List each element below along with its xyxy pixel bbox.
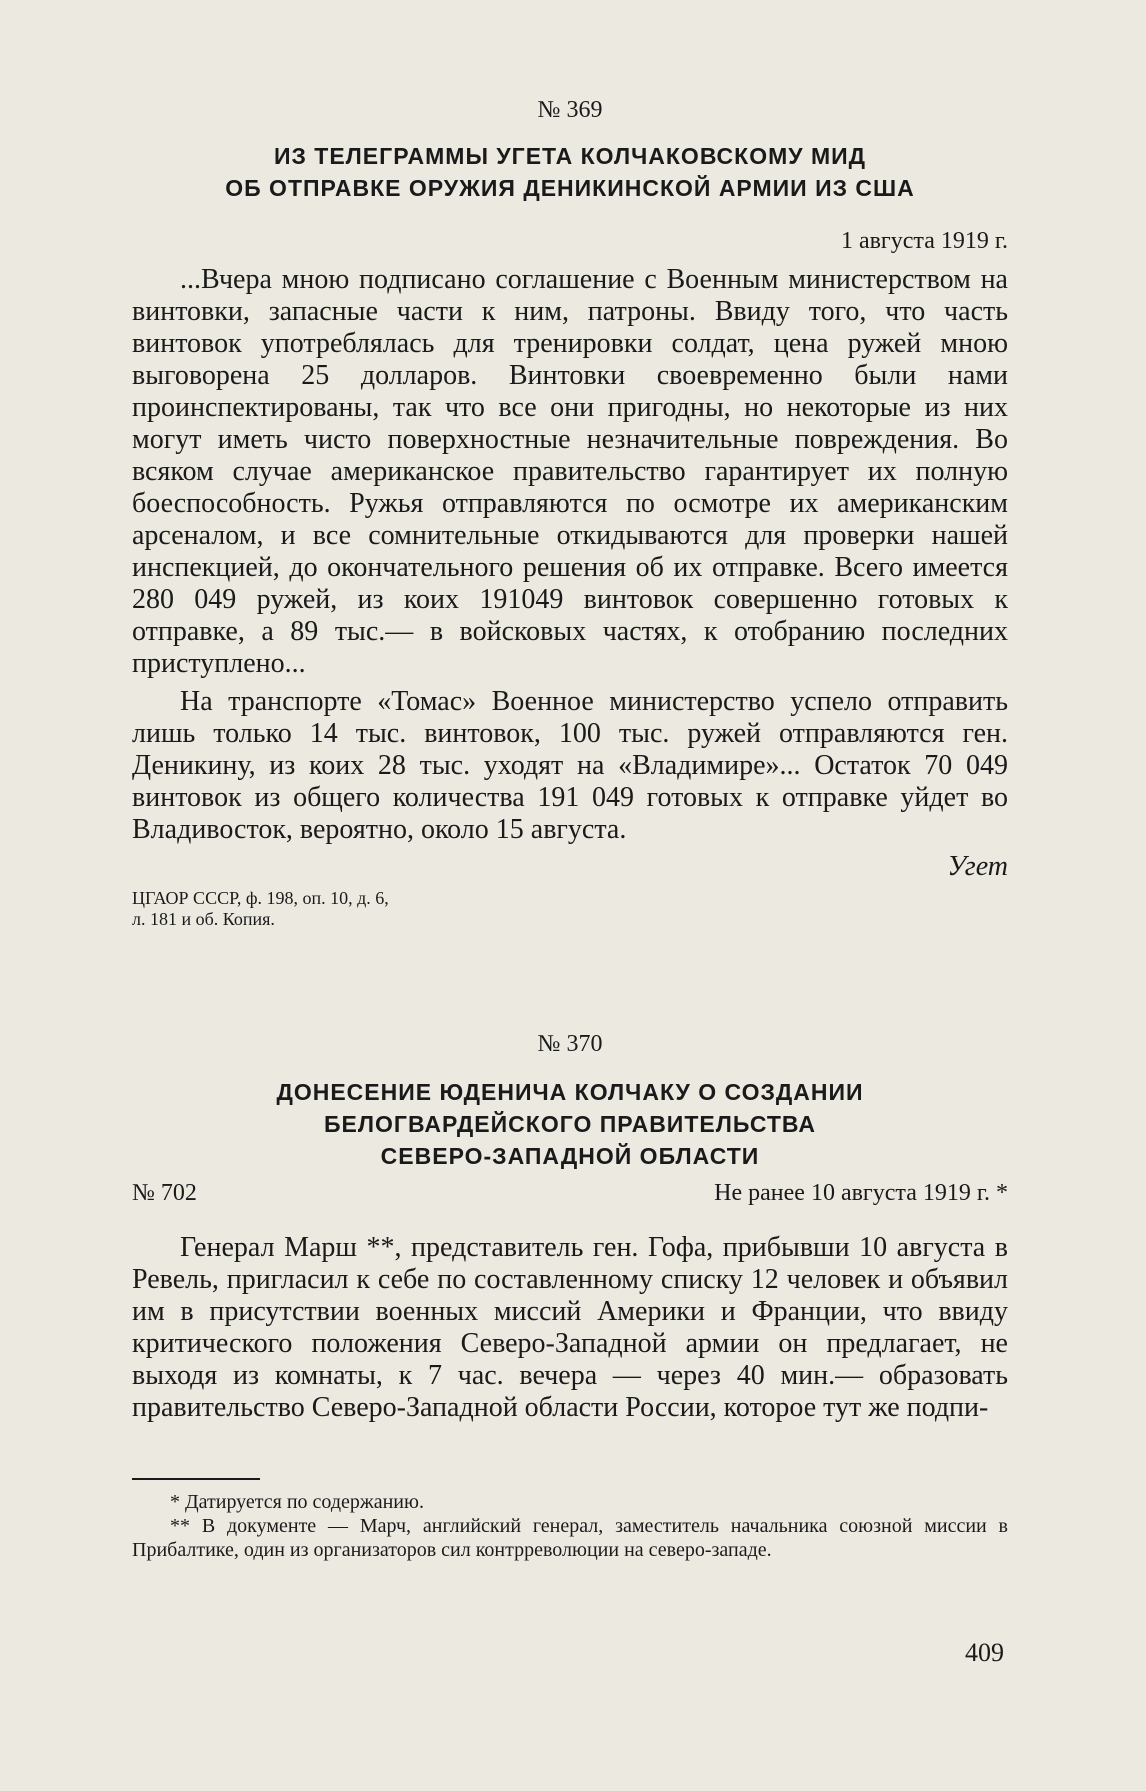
document-370 [132,1030,1008,1424]
document-369-date: 1 августа 1919 г. [840,228,1008,254]
document-370-outgoing-number: № 702 [132,1180,197,1206]
document-369 [132,96,1008,930]
footnote-2: ** В документе — Марч, английский генерал, заместитель начальника союзной миссии в Прибалтике, один из организаторов сил контрреволюции на северо-западе. [132,1515,1008,1561]
document-369-signature: Угет [947,851,1008,882]
document-370-paragraph-1: Генерал Марш **, представитель ген. Гофа, прибывши 10 августа в Ревель, пригласил к себе по составленному списку 12 человек и объявил им в присутствии военных миссий Америки и Франции, что ввиду критического положения Северо-Западной армии он предлагает, не выходя из комнаты, к 7 час. вечера — через 40 мин.— образовать правительство Северо-Западной области России, которое тут же подпи- [132,1232,1008,1423]
document-370-title-line-1: ДОНЕСЕНИЕ ЮДЕНИЧА КОЛЧАКУ О СОЗДАНИИ [276,1079,864,1105]
archive-line-2: л. 181 и об. Копия. [132,909,275,929]
document-369-title-line-2: ОБ ОТПРАВКЕ ОРУЖИЯ ДЕНИКИНСКОЙ АРМИИ ИЗ США [225,175,915,201]
footnote-1: * Датируется по содержанию. [170,1491,424,1513]
document-370-title-line-2: БЕЛОГВАРДЕЙСКОГО ПРАВИТЕЛЬСТВА [324,1111,816,1137]
document-369-paragraph-2: На транспорте «Томас» Военное министерство успело отправить лишь только 14 тыс. винтовок, 100 тыс. ружей отправляются ген. Деникину, из коих 28 тыс. уходят на «Владимире»... Остаток 70 049 винтовок из общего количества 191 049 готовых к отправке уйдет во Владивосток, вероятно, около 15 августа. [132,686,1008,845]
footnote-divider [132,1478,260,1480]
document-370-date: Не ранее 10 августа 1919 г. * [714,1180,1008,1206]
document-369-number: № 369 [537,97,603,123]
footnotes [132,1490,1008,1562]
document-370-number-date-row [132,1178,1008,1208]
document-369-title-line-1: ИЗ ТЕЛЕГРАММЫ УГЕТА КОЛЧАКОВСКОМУ МИД [273,143,867,169]
document-370-number: № 370 [537,1031,603,1057]
page-number: 409 [965,1638,1004,1667]
archive-line-1: ЦГАОР СССР, ф. 198, оп. 10, д. 6, [132,888,389,908]
document-369-paragraph-1: ...Вчера мною подписано соглашение с Военным министерством на винтовки, запасные части к ним, патроны. Ввиду того, что часть винтовок употреблялась для тренировки солдат, цена ружей мною выговорена 25 долларов. Винтовки своевременно были нами проинспектированы, так что все они пригодны, но некоторые из них могут иметь чисто поверхностные незначительные повреждения. Во всяком случае американское правительство гарантирует их полную боеспособность. Ружья отправляются по осмотре их американским арсеналом, и все сомнительные откидываются для проверки нашей инспекцией, до окончательного решения об их отправке. Всего имеется 280 049 ружей, из коих 191049 винтовок совершенно готовых к отправке, а 89 тыс.— в войсковых частях, к отобранию последних приступлено... [132,264,1008,679]
document-369-archive-reference [132,888,532,930]
document-370-title-line-3: СЕВЕРО-ЗАПАДНОЙ ОБЛАСТИ [380,1143,760,1169]
